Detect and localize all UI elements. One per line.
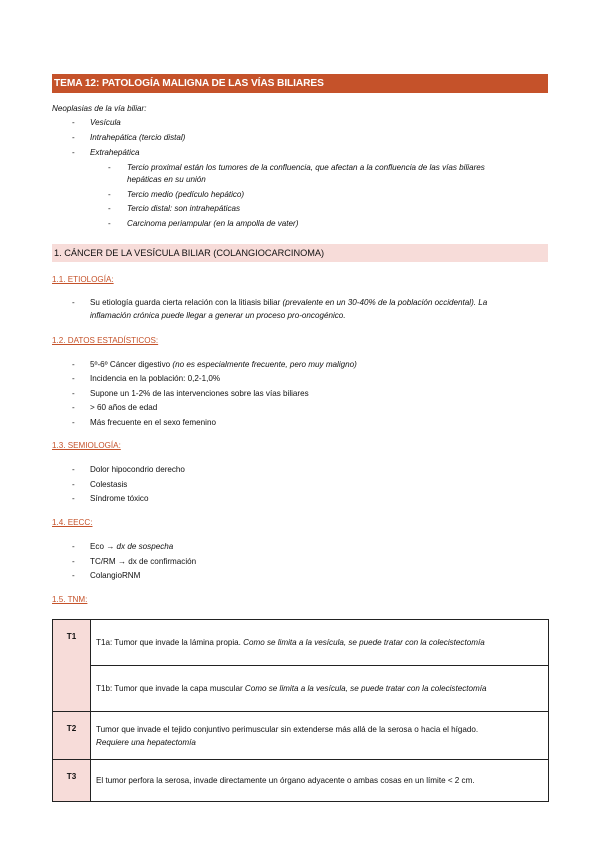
dash-bullet: -	[72, 118, 75, 127]
table-row	[53, 620, 549, 666]
intro-item-extrahepatica: Extrahepática	[90, 148, 140, 157]
dash-bullet: -	[72, 480, 75, 489]
table-row	[53, 760, 549, 802]
subsection-eecc: 1.4. EECC:	[52, 518, 93, 527]
subsection-tnm: 1.5. TNM:	[52, 595, 88, 604]
datos-item-1-text: 5º-6º Cáncer digestivo	[90, 360, 171, 369]
dash-bullet: -	[108, 219, 111, 228]
datos-item-1-note: (no es especialmente frecuente, pero muy maligno)	[170, 360, 357, 369]
tnm-t1a-note: Como se limita a la vesícula, se puede tratar con la colecistectomía	[240, 638, 485, 647]
dash-bullet: -	[72, 571, 75, 580]
tnm-cell-t2	[91, 712, 549, 760]
tnm-t1b-note: Como se limita a la vesícula, se puede tratar con la colecistectomía	[242, 684, 487, 693]
semiologia-item-2: Colestasis	[90, 480, 128, 489]
intro-item-intrahepatica: Intrahepática (tercio distal)	[90, 133, 186, 142]
eecc-item-1-note: dx de sospecha	[116, 542, 174, 551]
eecc-item-1	[90, 541, 173, 553]
tnm-table	[52, 619, 549, 802]
sub-item-tercio-proximal-cont: hepáticas en su unión	[127, 175, 206, 184]
intro-heading: Neoplasias de la vía biliar:	[52, 104, 147, 113]
etiologia-line-2: inflamación crónica puede llegar a generar un proceso pro-oncogénico.	[90, 311, 346, 320]
tnm-t2-note: Requiere una hepatectomía	[96, 737, 196, 747]
sub-item-tercio-medio: Tercio medio (pedículo hepático)	[127, 190, 245, 199]
semiologia-item-1: Dolor hipocondrio derecho	[90, 465, 185, 474]
etiologia-note: (prevalente en un 30-40% de la población occidental). La	[280, 298, 488, 307]
dash-bullet: -	[108, 163, 111, 172]
dash-bullet: -	[72, 542, 75, 551]
etiologia-line-1	[90, 297, 487, 309]
etiologia-text: Su etiología guarda cierta relación con la litiasis biliar	[90, 298, 281, 307]
dash-bullet: -	[108, 204, 111, 213]
tnm-cell-t1a	[91, 620, 549, 666]
dash-bullet: -	[72, 298, 75, 307]
tnm-t2-text: Tumor que invade el tejido conjuntivo perimuscular sin extenderse más allá de la serosa o hacia el hígado.	[96, 724, 479, 734]
dash-bullet: -	[108, 190, 111, 199]
page-title: TEMA 12: PATOLOGÍA MALIGNA DE LAS VÍAS BILIARES	[52, 74, 548, 93]
tnm-cell-t1b	[91, 666, 549, 712]
eecc-item-2: TC/RM → dx de confirmación	[90, 557, 197, 566]
datos-item-4: > 60 años de edad	[90, 403, 158, 412]
eecc-item-1-text: Eco →	[90, 542, 117, 551]
dash-bullet: -	[72, 465, 75, 474]
datos-item-2: Incidencia en la población: 0,2-1,0%	[90, 374, 221, 383]
datos-item-1	[90, 359, 357, 371]
datos-item-5: Más frecuente en el sexo femenino	[90, 418, 216, 427]
subsection-datos: 1.2. DATOS ESTADÍSTICOS:	[52, 336, 159, 345]
table-row	[53, 712, 549, 760]
section-heading-1: 1. CÁNCER DE LA VESÍCULA BILIAR (COLANGIOCARCINOMA)	[52, 244, 548, 262]
dash-bullet: -	[72, 418, 75, 427]
dash-bullet: -	[72, 403, 75, 412]
dash-bullet: -	[72, 133, 75, 142]
sub-item-tercio-proximal: Tercio proximal están los tumores de la confluencia, que afectan a la confluencia de las vías biliares	[127, 163, 485, 172]
tnm-label-t3: T3	[53, 760, 91, 802]
dash-bullet: -	[72, 389, 75, 398]
dash-bullet: -	[72, 494, 75, 503]
tnm-t1b-text: T1b: Tumor que invade la capa muscular	[96, 684, 243, 693]
table-row	[53, 666, 549, 712]
dash-bullet: -	[72, 148, 75, 157]
dash-bullet: -	[72, 360, 75, 369]
sub-item-periampular: Carcinoma periampular (en la ampolla de vater)	[127, 219, 299, 228]
tnm-t1a-text: T1a: Tumor que invade la lámina propia.	[96, 638, 241, 647]
dash-bullet: -	[72, 557, 75, 566]
subsection-semiologia: 1.3. SEMIOLOGÍA:	[52, 441, 121, 450]
semiologia-item-3: Síndrome tóxico	[90, 494, 149, 503]
subsection-etiologia: 1.1. ETIOLOGÍA:	[52, 275, 114, 284]
intro-item-vesicula: Vesícula	[90, 118, 121, 127]
datos-item-3: Supone un 1-2% de las intervenciones sobre las vías biliares	[90, 389, 309, 398]
sub-item-tercio-distal: Tercio distal: son intrahepáticas	[127, 204, 241, 213]
tnm-label-t1: T1	[53, 620, 91, 712]
tnm-label-t2: T2	[53, 712, 91, 760]
dash-bullet: -	[72, 374, 75, 383]
eecc-item-3: ColangioRNM	[90, 571, 141, 580]
tnm-cell-t3: El tumor perfora la serosa, invade directamente un órgano adyacente o ambas cosas en un límite < 2 cm.	[91, 760, 549, 802]
